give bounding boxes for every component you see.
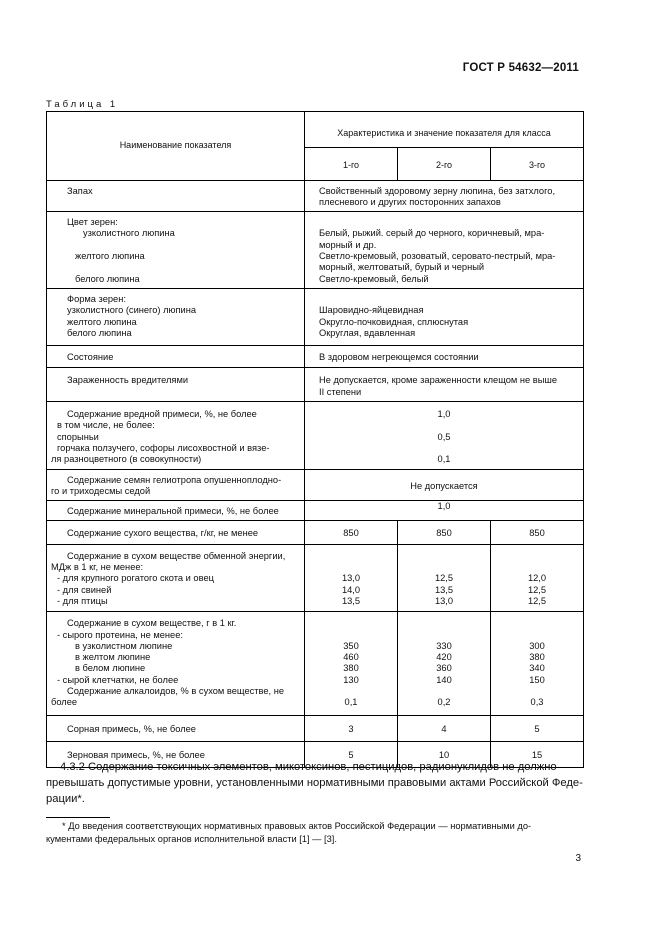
row-value: 150 bbox=[529, 674, 545, 685]
table-row bbox=[47, 715, 584, 741]
row-name: белого люпина bbox=[75, 273, 140, 284]
row-value: 3 bbox=[348, 723, 354, 734]
row-value: В здоровом негреющемся состоянии bbox=[319, 352, 479, 363]
row-value: 1,0 bbox=[437, 501, 451, 512]
row-name: узколистного люпина bbox=[83, 228, 175, 239]
header-characteristic: Характеристика и значение показателя для класса bbox=[305, 112, 584, 148]
row-value: 140 bbox=[436, 674, 452, 685]
row-name: Сорная примесь, %, не более bbox=[67, 723, 196, 734]
row-name: Зараженность вредителями bbox=[67, 375, 189, 386]
row-value: 12,5 bbox=[527, 595, 547, 606]
row-value: 0,1 bbox=[344, 697, 358, 708]
row-name: Содержание минеральной примеси, %, не более bbox=[67, 506, 279, 517]
row-name: белого люпина bbox=[67, 327, 132, 338]
row-name: Содержание алкалоидов, % в сухом веществе, не bbox=[67, 685, 285, 696]
row-value: 300 bbox=[529, 640, 545, 651]
row-name: Содержание в сухом веществе обменной энергии, bbox=[67, 550, 286, 561]
header-class-1: 1-го bbox=[305, 148, 398, 180]
row-value: Светло-кремовый, розоватый, серовато-пестрый, мра- bbox=[319, 251, 556, 262]
row-name: в желтом люпине bbox=[75, 652, 151, 663]
table-row bbox=[47, 212, 584, 289]
paragraph-line: 4.3.2 Содержание токсичных элементов, микотоксинов, пестицидов, радионуклидов не должно bbox=[60, 761, 557, 773]
row-value: 10 bbox=[438, 749, 450, 760]
row-name: Форма зерен: bbox=[67, 293, 126, 304]
row-name: ля разноцветного (в совокупности) bbox=[51, 454, 202, 465]
row-value: 13,0 bbox=[341, 573, 361, 584]
row-value: 350 bbox=[343, 640, 359, 651]
row-name: горчака ползучего, софоры лисохвостной и вязе- bbox=[57, 442, 270, 453]
row-value: Свойственный здоровому зерну люпина, без затхлого, bbox=[319, 185, 556, 196]
row-name: желтого люпина bbox=[67, 316, 137, 327]
row-value: II степени bbox=[319, 386, 362, 397]
paragraph-4-3-2 bbox=[46, 759, 583, 807]
row-value: 14,0 bbox=[341, 584, 361, 595]
table-row bbox=[47, 368, 584, 402]
paragraph-line: превышать допустимые уровни, установленными нормативными правовыми актами Российской Феде- bbox=[46, 777, 583, 789]
paragraph-line: рации*. bbox=[46, 793, 85, 805]
row-value: 850 bbox=[343, 528, 359, 539]
quality-table bbox=[46, 111, 584, 768]
header-class-3: 3-го bbox=[491, 148, 584, 180]
row-value: 0,5 bbox=[437, 431, 451, 442]
row-name: Зерновая примесь, %, не более bbox=[67, 749, 205, 760]
row-name: более bbox=[51, 697, 78, 708]
row-name: - для птицы bbox=[57, 595, 108, 606]
footnote-divider bbox=[46, 817, 110, 818]
row-name: Содержание в сухом веществе, г в 1 кг. bbox=[67, 618, 237, 629]
row-value: 340 bbox=[529, 663, 545, 674]
row-value: 360 bbox=[436, 663, 452, 674]
row-value: Округло-почковидная, сплюснутая bbox=[319, 316, 469, 327]
row-value: 13,0 bbox=[434, 595, 454, 606]
row-name: Содержание вредной примеси, %, не более bbox=[67, 409, 257, 420]
row-value: морный, желтоватый, бурый и черный bbox=[319, 262, 485, 273]
row-name: - для свиней bbox=[57, 584, 112, 595]
table-row bbox=[47, 469, 584, 501]
row-name: Содержание сухого вещества, г/кг, не менее bbox=[67, 528, 259, 539]
row-value: 0,2 bbox=[437, 697, 451, 708]
row-value: плесневого и других посторонних запахов bbox=[319, 196, 501, 207]
footnote-line: * До введения соответствующих нормативных правовых актов Российской Федерации — нормативными до- bbox=[62, 821, 532, 831]
row-value: 12,5 bbox=[434, 573, 454, 584]
row-value: Светло-кремовый, белый bbox=[319, 273, 429, 284]
table-row bbox=[47, 346, 584, 368]
row-value: 850 bbox=[436, 528, 452, 539]
row-value: 5 bbox=[534, 723, 540, 734]
table-row bbox=[47, 521, 584, 544]
row-name: спорыньи bbox=[57, 431, 99, 442]
row-value: 460 bbox=[343, 652, 359, 663]
row-name: - сырой клетчатки, не более bbox=[57, 674, 179, 685]
table-row bbox=[47, 402, 584, 469]
row-value: 15 bbox=[531, 749, 543, 760]
table-caption: Таблица 1 bbox=[46, 99, 119, 110]
row-value: 330 bbox=[436, 640, 452, 651]
row-value: морный и др. bbox=[319, 239, 377, 250]
row-value: 12,0 bbox=[527, 573, 547, 584]
row-name: Состояние bbox=[67, 352, 114, 363]
row-value: 13,5 bbox=[341, 595, 361, 606]
row-value: Округлая, вдавленная bbox=[319, 327, 416, 338]
row-name: в узколистном люпине bbox=[75, 640, 173, 651]
row-name: Содержание семян гелиотропа опушенноплодно- bbox=[67, 474, 282, 485]
row-value: 420 bbox=[436, 652, 452, 663]
row-value: 1,0 bbox=[437, 409, 451, 420]
table-row bbox=[47, 180, 584, 212]
row-name: в белом люпине bbox=[75, 663, 146, 674]
row-value: 380 bbox=[343, 663, 359, 674]
footnote bbox=[46, 820, 583, 845]
header-indicator-name: Наименование показателя bbox=[47, 112, 305, 181]
row-name: Цвет зерен: bbox=[67, 217, 118, 228]
row-value: 130 bbox=[343, 674, 359, 685]
row-value: Не допускается bbox=[410, 480, 478, 491]
row-name: - для крупного рогатого скота и овец bbox=[57, 573, 214, 584]
table-row bbox=[47, 544, 584, 611]
row-value: 13,5 bbox=[434, 584, 454, 595]
row-value: 380 bbox=[529, 652, 545, 663]
table-row bbox=[47, 501, 584, 521]
table-row bbox=[47, 288, 584, 345]
row-value: 5 bbox=[348, 749, 354, 760]
row-name: в том числе, не более: bbox=[57, 420, 155, 431]
row-value: Шаровидно-яйцевидная bbox=[319, 305, 424, 316]
page-number: 3 bbox=[575, 853, 581, 864]
row-name: МДж в 1 кг, не менее: bbox=[51, 562, 144, 573]
row-name: узколистного (синего) люпина bbox=[67, 305, 197, 316]
row-name: - сырого протеина, не менее: bbox=[57, 629, 183, 640]
document-code: ГОСТ Р 54632—2011 bbox=[462, 62, 579, 74]
row-value: 4 bbox=[441, 723, 447, 734]
row-value: 12,5 bbox=[527, 584, 547, 595]
table-row bbox=[47, 612, 584, 715]
row-value: Не допускается, кроме зараженности клещом не выше bbox=[319, 375, 558, 386]
row-value: 0,3 bbox=[530, 697, 544, 708]
row-name: Запах bbox=[67, 185, 93, 196]
row-name: желтого люпина bbox=[75, 251, 145, 262]
row-value: Белый, рыжий. серый до черного, коричневый, мра- bbox=[319, 228, 545, 239]
row-value: 0,1 bbox=[437, 454, 451, 465]
row-name: го и триходесмы седой bbox=[51, 485, 151, 496]
footnote-line: кументами федеральных органов исполнительной власти [1] — [3]. bbox=[46, 833, 337, 844]
header-class-2: 2-го bbox=[398, 148, 491, 180]
row-value: 850 bbox=[529, 528, 545, 539]
